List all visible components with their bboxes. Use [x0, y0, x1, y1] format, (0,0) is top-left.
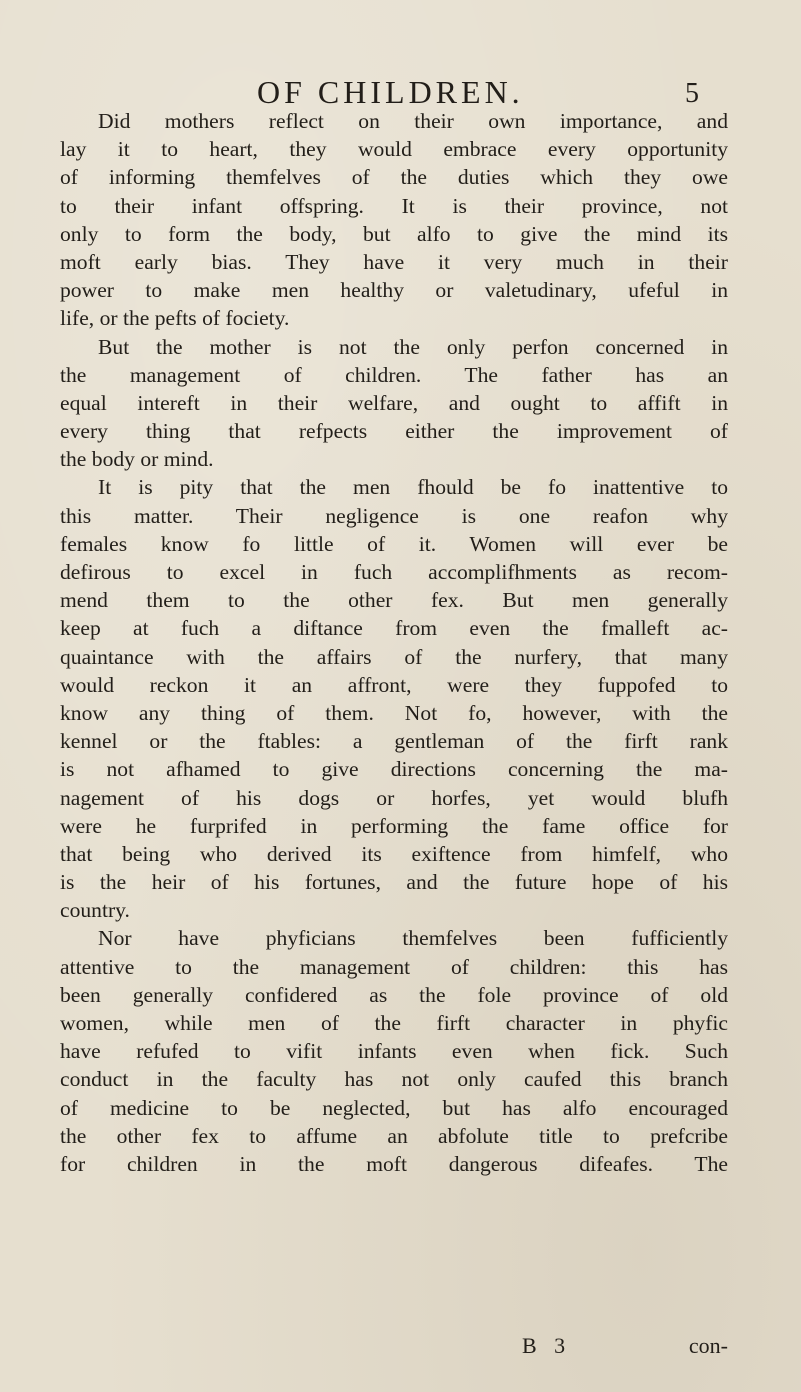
- text-line: of informing themfelves of the duties which they owe: [60, 165, 728, 190]
- text-line: every thing that refpects either the improvement of: [60, 419, 728, 444]
- text-line: for children in the moft dangerous difeafes. The: [60, 1151, 728, 1176]
- text-line: defirous to excel in fuch accomplifhments as recom-: [60, 560, 728, 584]
- text-line: females know fo little of it. Women will ever be: [60, 531, 728, 556]
- text-line: that being who derived its exiftence from himfelf, who: [60, 841, 728, 866]
- text-line: keep at fuch a diftance from even the fmalleft ac-: [60, 616, 728, 641]
- text-line: only to form the body, but alfo to give the mind its: [60, 221, 728, 246]
- text-line: is not afhamed to give directions concerning the ma-: [60, 757, 728, 782]
- text-line: life, or the pefts of fociety.: [60, 306, 290, 331]
- text-line: would reckon it an affront, were they fuppofed to: [60, 672, 728, 697]
- text-line: to their infant offspring. It is their province, not: [60, 193, 728, 218]
- body-text: [60, 107, 728, 1178]
- text-line: moft early bias. They have it very much in their: [60, 249, 728, 274]
- text-line: women, while men of the firft character in phyfic: [60, 1011, 728, 1035]
- text-line: this matter. Their negligence is one reafon why: [60, 503, 728, 528]
- text-line: It is pity that the men fhould be fo inattentive to: [98, 475, 728, 500]
- text-line: conduct in the faculty has not only caufed this branch: [60, 1067, 728, 1092]
- text-line: the management of children. The father has an: [60, 362, 728, 387]
- text-line: Did mothers reflect on their own importance, and: [98, 109, 728, 133]
- text-line: of medicine to be neglected, but has alfo encouraged: [60, 1095, 728, 1120]
- text-line: attentive to the management of children: this has: [60, 954, 728, 979]
- page-number: 5: [685, 78, 699, 109]
- text-line: been generally confidered as the fole province of old: [60, 982, 728, 1007]
- text-line: Nor have phyficians themfelves been fufficiently: [98, 926, 728, 951]
- text-line: But the mother is not the only perfon concerned in: [98, 334, 728, 359]
- text-line: is the heir of his fortunes, and the future hope of his: [60, 870, 728, 895]
- text-line: kennel or the ftables: a gentleman of the firft rank: [60, 729, 728, 754]
- running-head: OF CHILDREN.: [257, 74, 524, 110]
- signature-mark: B 3: [522, 1333, 572, 1358]
- text-line: country.: [60, 898, 130, 923]
- text-line: mend them to the other fex. But men generally: [60, 588, 728, 613]
- text-line: know any thing of them. Not fo, however, with the: [60, 700, 728, 725]
- text-line: lay it to heart, they would embrace every opportunity: [60, 137, 728, 162]
- text-line: nagement of his dogs or horfes, yet would blufh: [60, 785, 728, 810]
- text-line: quaintance with the affairs of the nurfery, that many: [60, 644, 728, 669]
- page-footer: [60, 1333, 728, 1363]
- text-line: have refufed to vifit infants even when fick. Such: [60, 1039, 728, 1064]
- text-line: were he furprifed in performing the fame office for: [60, 813, 728, 838]
- catchword: con-: [688, 1333, 728, 1358]
- text-line: the other fex to affume an abfolute title to prefcribe: [60, 1123, 728, 1148]
- text-line: the body or mind.: [60, 447, 214, 472]
- text-line: power to make men healthy or valetudinary, ufeful in: [60, 278, 728, 303]
- text-line: equal intereft in their welfare, and ought to affift in: [60, 390, 728, 415]
